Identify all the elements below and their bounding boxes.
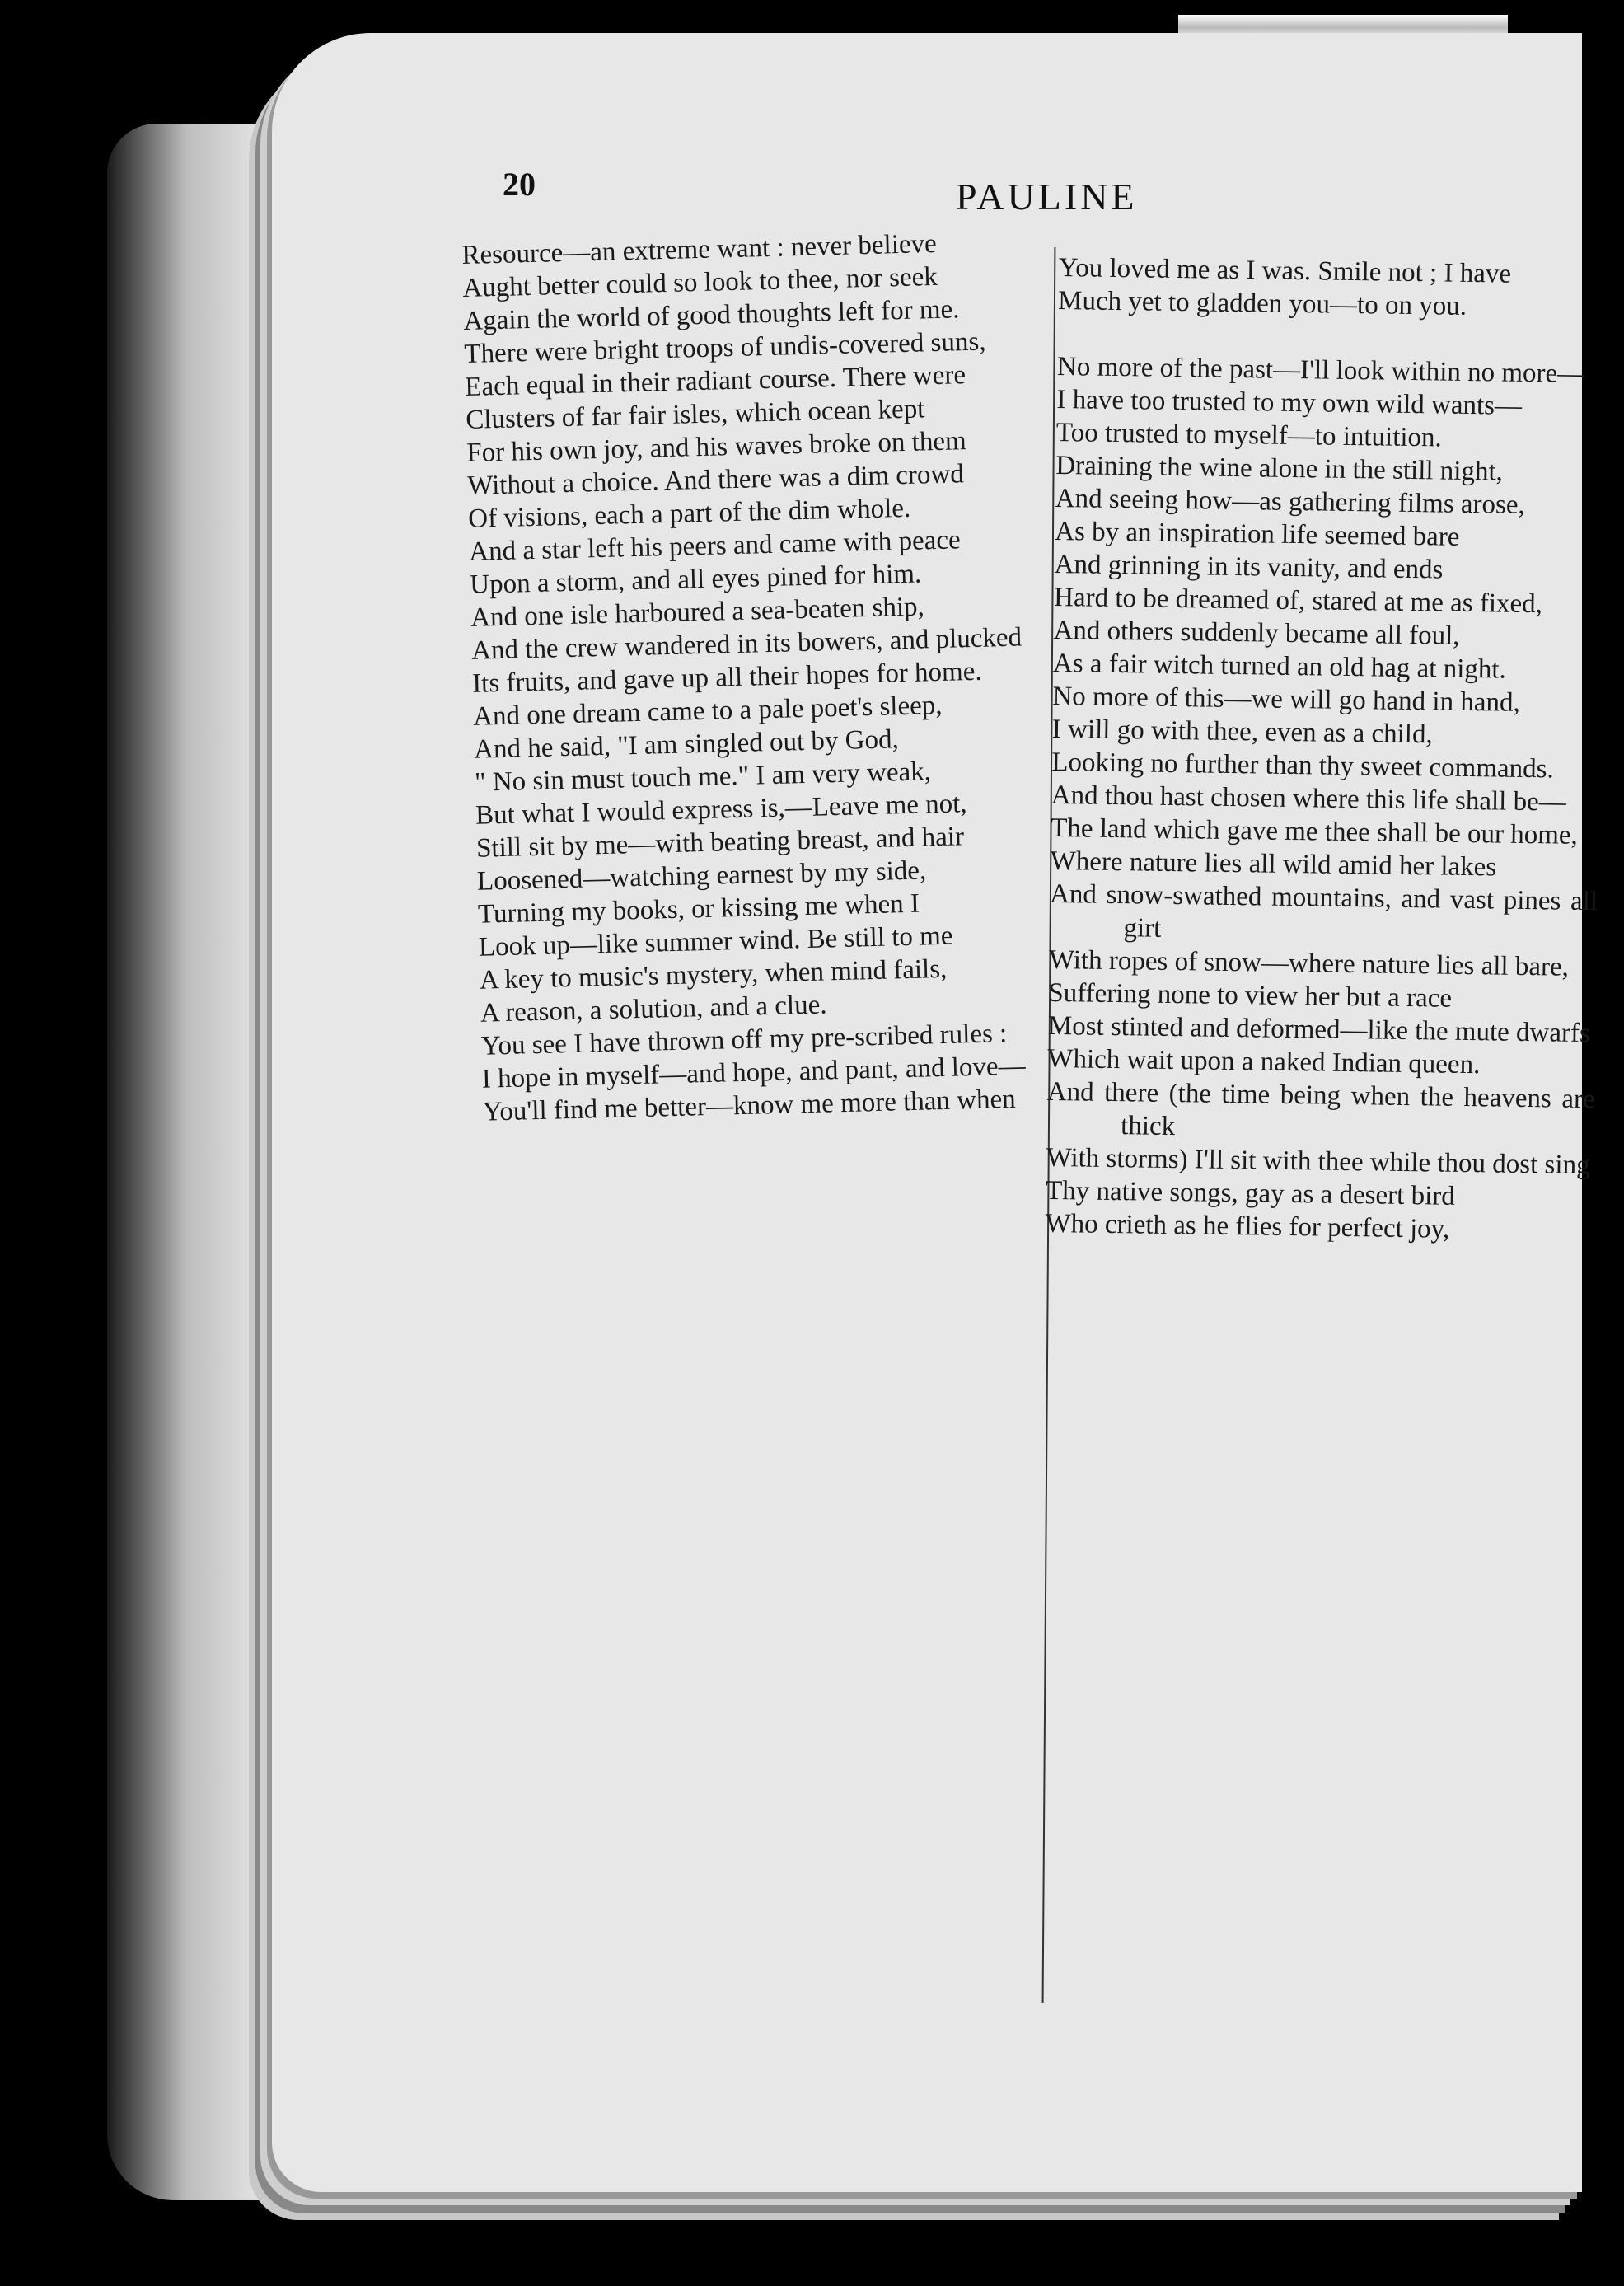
poem-line: And one dream came to a pale poet's sleep, [472, 690, 943, 732]
poem-line: Who crieth as he flies for perfect joy, [1045, 1208, 1450, 1244]
poem-line: And a star left his peers and came with peace [468, 525, 962, 567]
poem-line: Without a choice. And there was a dim crowd [466, 459, 965, 501]
poem-line: As a fair witch turned an old hag at night. [1052, 648, 1507, 685]
poem-line: Hard to be dreamed of, stared at me as fixed, [1053, 582, 1543, 620]
poem-line: Upon a storm, and all eyes pined for him. [469, 559, 922, 600]
poem-line: Much yet to gladden you—to on you. [1057, 285, 1467, 321]
poem-line: And snow-swathed mountains, and vast pines all girt [1049, 878, 1598, 944]
poem-line: And others suddenly became all foul, [1053, 615, 1460, 651]
poem-line: As by an inspiration life seemed bare [1055, 516, 1460, 552]
left-column [461, 225, 1060, 1129]
poem-line: A key to music's mystery, when mind fails, [479, 953, 948, 995]
poem-line: I hope in myself—and hope, and pant, and love— [481, 1051, 1027, 1094]
poem-line: You'll find me better—know me more than when [482, 1084, 1017, 1127]
poem-line: The land which gave me thee shall be our home, [1050, 813, 1579, 850]
poem-line: And there (the time being when the heavens are thick [1046, 1076, 1595, 1142]
poem-line: With ropes of snow—where nature lies all bare, [1048, 944, 1570, 982]
right-column [1045, 251, 1607, 1248]
poem-line: Clusters of far fair isles, which ocean kept [465, 394, 925, 435]
poem-line: Most stinted and deformed—like the mute dwarfs [1047, 1010, 1591, 1049]
poem-line: Which wait upon a naked Indian queen. [1047, 1043, 1481, 1080]
poem-line: Turning my books, or kissing me when I [477, 888, 920, 930]
poem-line: I have too trusted to my own wild wants— [1056, 384, 1523, 421]
poem-line: There were bright troops of undis-covered suns, [463, 326, 986, 369]
poem-line: Thy native songs, gay as a desert bird [1045, 1175, 1456, 1211]
poem-line: Each equal in their radiant course. There were [464, 360, 966, 402]
poem-line: " No sin must touch me." I am very weak, [474, 757, 932, 798]
poem-line: Too trusted to myself—to intuition. [1055, 417, 1443, 453]
poem-line: And grinning in its vanity, and ends [1054, 549, 1444, 585]
page-number: 20 [503, 166, 536, 203]
poem-line: No more of the past—I'll look within no more— [1056, 351, 1585, 389]
poem-line: No more of this—we will go hand in hand, [1052, 681, 1521, 718]
poem-line: Look up—like summer wind. Be still to me [478, 920, 953, 963]
poem-line: But what I would express is,—Leave me not, [475, 789, 968, 831]
poem-line: You loved me as I was. Smile not ; I have [1058, 252, 1512, 289]
poem-line: And he said, "I am singled out by God, [473, 724, 900, 765]
poem-line: For his own joy, and his waves broke on them [466, 426, 967, 468]
poem-line: And seeing how—as gathering films arose, [1055, 483, 1526, 520]
poem-line: Suffering none to view her but a race [1048, 977, 1453, 1014]
poem-line: You see I have thrown off my pre-scribed rules : [480, 1019, 1008, 1061]
poem-line: And one isle harboured a sea-beaten ship, [470, 592, 925, 633]
poem-line: Aught better could so look to thee, nor seek [462, 261, 938, 303]
poem-line: I will go with thee, even as a child, [1051, 714, 1433, 750]
poem-line: Resource—an extreme want : never believe [461, 228, 938, 270]
poem-line: With storms) I'll sit with thee while thou dost sing [1046, 1142, 1590, 1181]
poem-line: Again the world of good thoughts left for me. [463, 294, 960, 336]
poem-line: Draining the wine alone in the still night, [1055, 450, 1504, 487]
poem-line: And the crew wandered in its bowers, and plucked [470, 622, 1023, 666]
poem-line: And thou hast chosen where this life shall be— [1051, 780, 1567, 817]
poem-line: Where nature lies all wild amid her lakes [1050, 846, 1497, 883]
poem-line: A reason, a solution, and a clue. [480, 990, 827, 1028]
poem-line: Still sit by me—with beating breast, and hair [475, 822, 965, 864]
poem-line: Its fruits, and gave up all their hopes for home. [471, 656, 983, 699]
poem-line: Of visions, each a part of the dim whole. [467, 493, 911, 534]
running-head-title: PAULINE [956, 176, 1138, 218]
poem-line: Looking no further than thy sweet commands. [1051, 747, 1554, 785]
poem-line: Loosened—watching earnest by my side, [476, 855, 927, 897]
